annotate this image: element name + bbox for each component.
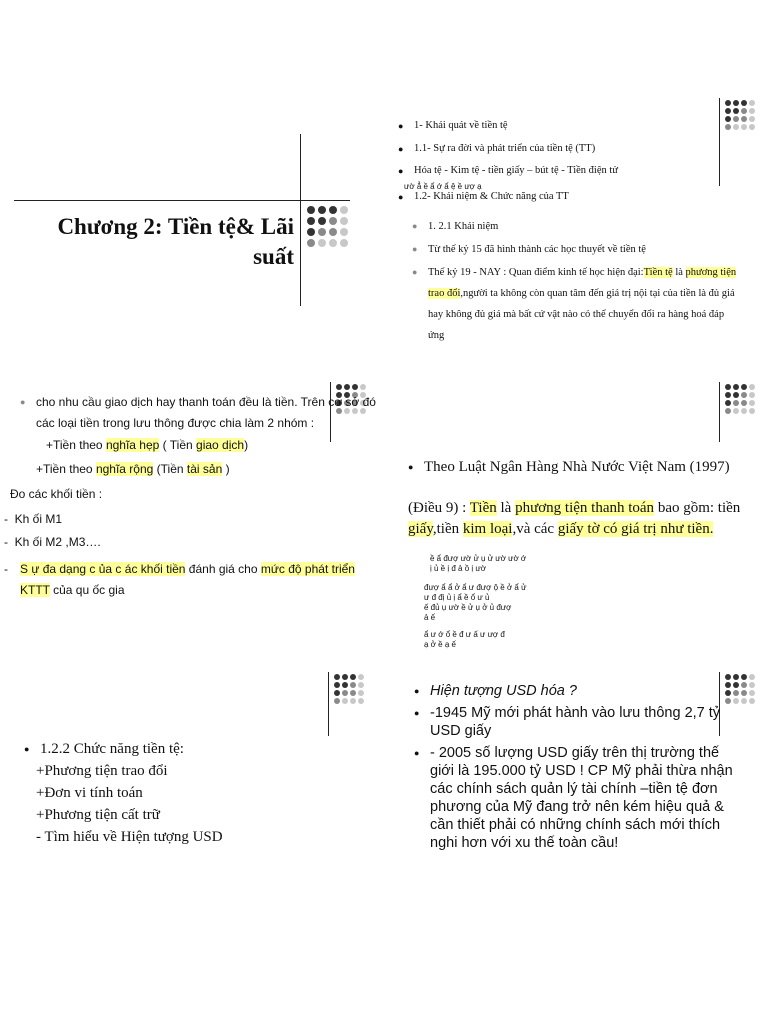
decor-dot: [342, 682, 348, 688]
text-span: của qu ốc gia: [49, 583, 125, 597]
decor-dot: [336, 384, 342, 390]
decor-dot: [733, 124, 739, 130]
decor-dot: [307, 206, 315, 214]
decor-dot: [340, 239, 348, 247]
text-span: là: [672, 267, 686, 278]
text-span: Kh ối M1: [14, 512, 63, 526]
decor-dot: [749, 392, 755, 398]
slide-5: [0, 668, 384, 868]
slide-1: [0, 120, 384, 320]
garbled-text: ả ế: [424, 613, 436, 622]
highlight: tài sản: [186, 462, 223, 476]
text-span: ,tiền: [432, 521, 463, 537]
dash-item: - Kh ối M1: [4, 512, 63, 526]
list-item: +Phương tiện cất trữ: [36, 807, 160, 823]
dash-item: - Kh ối M2 ,M3….: [4, 535, 101, 549]
decor-dot: [329, 206, 337, 214]
decor-dot: [725, 116, 731, 122]
sub-item: ● 1. 2.1 Khái niệm: [412, 216, 742, 237]
decor-dot: [358, 698, 364, 704]
highlight: phương tiện trao đổi: [428, 267, 737, 299]
paragraph: ● cho nhu cầu giao dịch hay thanh toán đều là tiền. Trên cơ sở đó các loại tiền trong lưu thông được chia làm 2 nhóm :: [20, 392, 386, 434]
decor-dots: [307, 206, 348, 247]
decor-dots: [725, 384, 755, 414]
decor-dot: [318, 217, 326, 225]
decor-dot: [329, 239, 337, 247]
text-span: Thế kỷ 19 - NAY : Quan điểm kinh tế học hiện đại:: [428, 267, 644, 278]
sub-item-definition: [412, 262, 742, 346]
decor-dot: [358, 690, 364, 696]
text-span: ,và các: [512, 521, 558, 537]
decor-dot: [749, 124, 755, 130]
garbled-text: ị ủ ề ị đ ả ồ ị ườ: [430, 564, 486, 573]
decor-dot: [334, 674, 340, 680]
highlight: S ự đa dạng c ủa c ác khối tiền: [20, 562, 186, 576]
decor-dot: [329, 228, 337, 236]
decor-dot: [741, 100, 747, 106]
decor-dot: [340, 206, 348, 214]
text-span: Kh ối M2 ,M3….: [14, 535, 101, 549]
highlight: Tiền tệ: [643, 267, 673, 278]
dash-item: - S ự đa dạng c ủa c ác khối tiền đánh giá cho mức độ phát triển KTTT của qu ốc gia: [4, 562, 355, 597]
decor-dot: [749, 698, 755, 704]
decor-dot: [725, 108, 731, 114]
decor-dot: [352, 384, 358, 390]
decor-dot: [741, 392, 747, 398]
decor-dot: [358, 674, 364, 680]
decor-dot: [733, 100, 739, 106]
decor-dot: [350, 674, 356, 680]
decor-dot: [741, 124, 747, 130]
highlight: phương tiện thanh toán: [515, 500, 655, 516]
paragraph: [408, 498, 754, 540]
decor-dot: [741, 116, 747, 122]
decor-dot: [733, 408, 739, 414]
bullet-item: ● Hiện tượng USD hóa ?: [414, 682, 744, 700]
highlight: Tiền: [469, 500, 497, 516]
decor-dot: [329, 217, 337, 225]
decor-dot: [342, 674, 348, 680]
decor-dot: [725, 408, 731, 414]
garbled-text: ư đ đị ủ ị ẩ ề ổ ư ủ: [424, 593, 490, 602]
garbled-text: ườ ẳ ề ẩ ớ ẩ ệ ề ượ ạ: [404, 182, 482, 191]
functions-list: [24, 738, 223, 848]
slide-6: [384, 668, 768, 868]
outline-item: ● 1.1- Sự ra đời và phát triển của tiền tệ (TT): [398, 143, 688, 155]
highlight: giấy tờ có giá trị như tiền.: [557, 521, 714, 537]
text-span: (Điều 9) :: [408, 500, 470, 516]
highlight: kim loại: [462, 521, 513, 537]
text-span: (Tiền: [153, 462, 187, 476]
decor-dot: [358, 682, 364, 688]
decor-dot: [350, 690, 356, 696]
text-span: +Tiền theo: [46, 438, 106, 452]
decor-dot: [334, 690, 340, 696]
decor-dot: [749, 682, 755, 688]
list-item: +Phương tiện trao đổi: [36, 763, 168, 779]
list-item: +Đơn vi tính toán: [36, 785, 143, 801]
decor-dot: [344, 384, 350, 390]
highlight: mức độ phát triển KTTT: [20, 562, 355, 597]
text-span: là: [496, 500, 516, 516]
decor-dot: [749, 108, 755, 114]
slide5-rule-vertical: [328, 672, 329, 736]
highlight: giao dịch: [196, 438, 245, 452]
decor-dot: [307, 217, 315, 225]
decor-dot: [318, 239, 326, 247]
decor-dot: [307, 239, 315, 247]
decor-dot: [733, 108, 739, 114]
outline-item: ● 1- Khái quát về tiền tệ: [398, 120, 688, 132]
text-span: bao gồm: tiền: [654, 500, 741, 516]
text-span: đánh giá cho: [185, 562, 261, 576]
list-heading: ● 1.2.2 Chức năng tiền tệ:: [24, 738, 223, 760]
decor-dot: [749, 408, 755, 414]
decor-dot: [749, 116, 755, 122]
decor-dot: [733, 674, 739, 680]
decor-dot: [334, 698, 340, 704]
text-span: ): [244, 438, 249, 452]
text-span: ,người ta không còn quan tâm đến giá trị nội tại của tiền là đủ giá hay không đủ giá mà bất cứ vật nào có thể chuyển đổi ra hàng hoá đáp ứng: [428, 288, 735, 341]
paragraph: Đo các khối tiền :: [10, 487, 103, 501]
decor-dot: [725, 124, 731, 130]
slide-3: [0, 380, 384, 620]
garbled-text: ề ẩ đượ ườ ử ụ ử ườ ườ ớ: [430, 554, 527, 563]
decor-dot: [350, 698, 356, 704]
decor-dot: [725, 400, 731, 406]
decor-dot: [725, 674, 731, 680]
garbled-text: ạ ở ề ạ ế: [424, 640, 456, 649]
decor-dot: [318, 228, 326, 236]
decor-dot: [749, 674, 755, 680]
text-span: ( Tiền: [159, 438, 197, 452]
paragraph: [46, 438, 248, 452]
slide-2: [384, 96, 768, 356]
decor-dot: [749, 690, 755, 696]
paragraph: ● Theo Luật Ngân Hàng Nhà Nước Việt Nam (1997): [408, 458, 744, 477]
decor-dot: [360, 384, 366, 390]
chapter-title-line2: suất: [253, 244, 294, 269]
chapter-title-line1: Chương 2: Tiền tệ& Lãi: [57, 214, 294, 239]
decor-dot: [749, 384, 755, 390]
text-span: ): [222, 462, 230, 476]
title-rule-vertical: [300, 134, 301, 306]
decor-dot: [318, 206, 326, 214]
decor-dot: [733, 116, 739, 122]
decor-dot: [342, 698, 348, 704]
decor-dot: [342, 690, 348, 696]
slide4-rule-vertical: [719, 382, 720, 442]
slide-4: [384, 380, 768, 660]
decor-dot: [334, 682, 340, 688]
garbled-text: đượ ẩ ẩ ở ẩ ư đượ ộ ề ở ẩ ử: [424, 583, 527, 592]
decor-dot: [350, 682, 356, 688]
slide2-rule-vertical: [719, 98, 720, 186]
decor-dot: [733, 400, 739, 406]
decor-dot: [741, 674, 747, 680]
decor-dot: [741, 384, 747, 390]
decor-dot: [741, 108, 747, 114]
decor-dot: [749, 400, 755, 406]
decor-dot: [725, 100, 731, 106]
bullet-item: ● -1945 Mỹ mới phát hành vào lưu thông 2,7 tỷ USD giấy: [414, 704, 744, 740]
highlight: nghĩa hẹp: [105, 438, 160, 452]
garbled-text: ẩ ư ớ ổ ề đ ư ấ ư ượ đ: [424, 630, 505, 639]
highlight: nghĩa rộng: [95, 462, 154, 476]
text-span: +Tiền theo: [36, 462, 96, 476]
decor-dot: [725, 384, 731, 390]
sub-item: ● Từ thế kỷ 15 đã hình thành các học thuyết về tiền tệ: [412, 239, 742, 260]
decor-dot: [733, 392, 739, 398]
decor-dots: [725, 100, 755, 130]
decor-dots: [334, 674, 364, 704]
chapter-title: [20, 212, 294, 272]
decor-dot: [340, 228, 348, 236]
decor-dot: [725, 392, 731, 398]
decor-dot: [733, 384, 739, 390]
outline-item: ● Hóa tệ - Kim tệ - tiền giấy – bút tệ - Tiền điện tử: [398, 165, 688, 177]
list-item: - Tìm hiểu về Hiện tượng USD: [36, 829, 223, 845]
decor-dot: [340, 217, 348, 225]
decor-dot: [307, 228, 315, 236]
decor-dot: [749, 100, 755, 106]
decor-dot: [741, 400, 747, 406]
garbled-text: ế đủ ụ ườ ề ử ụ ở ủ đượ: [424, 603, 512, 612]
paragraph: [36, 462, 230, 476]
bullet-item: ● - 2005 số lượng USD giấy trên thị trường thế giới là 195.000 tỷ USD ! CP Mỹ phải thừa nhận các chính sách quản lý tài chính –tiền tệ đơn phương của Mỹ đang trở nên kém hiệu quả & cần thiết phải có những chính sách mới thích nghi hơn với xu thế toàn cầu!: [414, 744, 744, 852]
highlight: giấy: [408, 521, 433, 537]
decor-dot: [741, 408, 747, 414]
outline-item: ● 1.2- Khái niệm & Chức năng của TT: [398, 191, 718, 203]
